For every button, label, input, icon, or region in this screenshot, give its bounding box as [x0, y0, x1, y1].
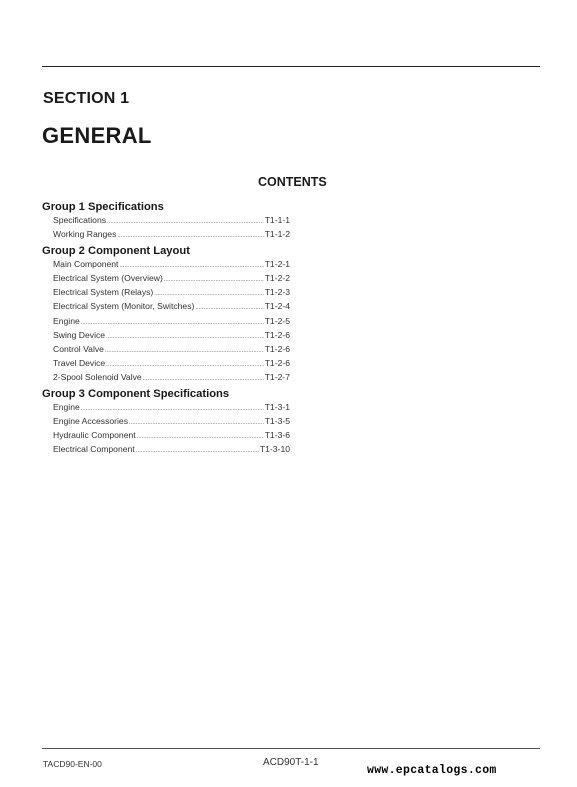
table-of-contents: [42, 201, 290, 457]
toc-entry-label: Electrical System (Monitor, Switches): [53, 301, 195, 312]
toc-dot-leader: [137, 431, 264, 443]
toc-dot-leader: [107, 216, 264, 228]
toc-entry[interactable]: [42, 371, 290, 385]
toc-group-title: Group 3 Component Specifications: [42, 388, 230, 401]
toc-dot-leader: [195, 302, 263, 314]
toc-dot-leader: [129, 417, 264, 429]
toc-dot-leader: [143, 373, 264, 385]
toc-entry-label: Swing Device: [53, 329, 106, 340]
toc-entry-label: Travel Device: [53, 357, 106, 368]
toc-group-title: Group 1 Specifications: [42, 201, 164, 213]
toc-entry[interactable]: [42, 429, 290, 443]
toc-group-title: Group 2 Component Layout: [42, 245, 190, 258]
toc-entry[interactable]: [42, 228, 290, 242]
toc-entry-page: T1-1-1: [264, 215, 290, 225]
section-label: SECTION 1: [43, 90, 130, 107]
toc-dot-leader: [81, 403, 264, 415]
toc-entry-page: T1-2-5: [264, 315, 290, 326]
contents-heading: CONTENTS: [258, 175, 327, 189]
toc-entry-page: T1-1-2: [264, 229, 290, 240]
toc-entry-page: T1-2-2: [264, 273, 290, 284]
toc-entry[interactable]: [42, 315, 290, 329]
toc-dot-leader: [136, 445, 259, 457]
toc-entry-label: 2-Spool Solenoid Valve: [53, 371, 142, 382]
footer-page-number: ACD90T-1-1: [263, 757, 319, 768]
toc-dot-leader: [106, 331, 264, 343]
toc-dot-leader: [154, 288, 263, 300]
toc-entry[interactable]: [42, 272, 290, 286]
toc-entry-page: T1-2-4: [264, 301, 290, 312]
toc-entry-page: T1-3-6: [264, 430, 290, 441]
toc-entry[interactable]: [42, 329, 290, 343]
toc-entry[interactable]: [42, 443, 290, 457]
watermark-url: www.epcatalogs.com: [367, 764, 497, 777]
toc-entry[interactable]: [42, 258, 290, 272]
toc-entry-label: Main Component: [53, 259, 119, 270]
toc-entry-label: Engine: [53, 402, 80, 413]
toc-entry-page: T1-3-10: [259, 444, 290, 455]
toc-entry-page: T1-2-6: [264, 357, 290, 368]
bottom-rule: [42, 748, 540, 749]
toc-dot-leader: [81, 317, 264, 329]
toc-entry-label: Electrical System (Overview): [53, 273, 163, 284]
toc-entry-label: Engine Accessories: [53, 416, 128, 427]
toc-entry[interactable]: [42, 214, 290, 228]
section-title: GENERAL: [42, 123, 152, 148]
toc-entry[interactable]: [42, 300, 290, 314]
toc-entry[interactable]: [42, 357, 290, 371]
toc-dot-leader: [164, 274, 264, 286]
toc-entry-label: Working Ranges: [53, 229, 117, 240]
toc-dot-leader: [117, 230, 263, 242]
toc-entry[interactable]: [42, 401, 290, 415]
toc-entry-page: T1-3-1: [264, 402, 290, 413]
toc-entry-page: T1-2-6: [264, 343, 290, 354]
toc-entry[interactable]: [42, 286, 290, 300]
toc-dot-leader: [119, 260, 263, 272]
toc-entry-page: T1-2-1: [264, 259, 290, 270]
footer-document-code: TACD90-EN-00: [43, 759, 102, 769]
toc-entry-label: Electrical Component: [53, 444, 135, 455]
toc-entry-label: Electrical System (Relays): [53, 287, 154, 298]
toc-entry-page: T1-2-6: [264, 329, 290, 340]
toc-entry-page: T1-3-5: [264, 416, 290, 427]
toc-dot-leader: [105, 345, 264, 357]
toc-dot-leader: [106, 359, 263, 371]
toc-entry-page: T1-2-3: [264, 287, 290, 298]
toc-entry[interactable]: [42, 415, 290, 429]
toc-entry[interactable]: [42, 343, 290, 357]
toc-entry-label: Hydraulic Component: [53, 430, 136, 441]
toc-entry-label: Engine: [53, 315, 80, 326]
top-rule: [42, 66, 540, 67]
toc-entry-label: Specifications: [53, 215, 107, 225]
toc-entry-page: T1-2-7: [264, 371, 290, 382]
toc-entry-label: Control Valve: [53, 343, 104, 354]
